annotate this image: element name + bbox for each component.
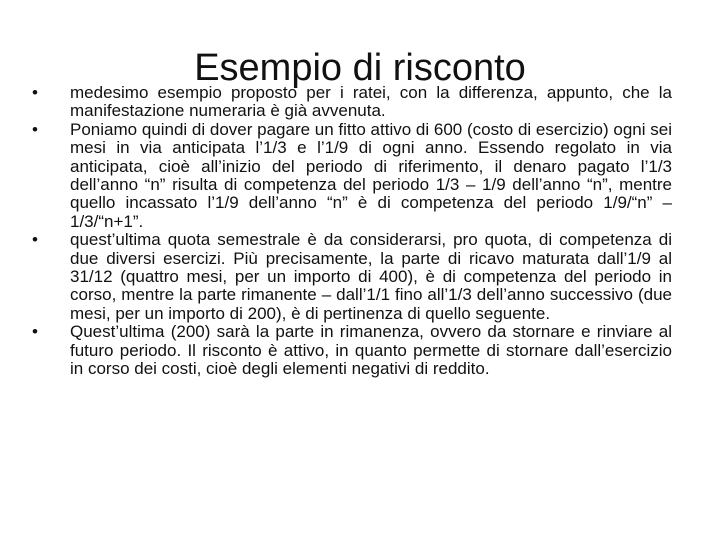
bullet-dot: • xyxy=(32,119,38,139)
bullet-dot: • xyxy=(32,322,38,342)
bullet-dot: • xyxy=(32,83,38,102)
bullet-text: medesimo esempio proposto per i ratei, con la differenza, appunto, che la manifestazione numeraria è già avvenuta. xyxy=(70,83,672,121)
bullet-dot: • xyxy=(32,230,38,250)
bullet-text: Quest’ultima (200) sarà la parte in rimanenza, ovvero da stornare e rinviare al futuro periodo. Il risconto è attivo, in quanto permette di stornare dall’esercizio in corso dei costi, cioè degli elementi negativi di reddito. xyxy=(70,322,672,379)
bullet-item xyxy=(32,121,672,231)
bullet-item xyxy=(32,84,672,121)
bullet-text: quest’ultima quota semestrale è da considerarsi, pro quota, di competenza di due diversi esercizi. Più precisamente, la parte di ricavo maturata dall’1/9 al 31/12 (quattro mesi, per un importo di 400), è di competenza del periodo in corso, mentre la parte rimanente – dall’1/1 fino all’1/3 dell’anno successivo (due mesi, per un importo di 200), è di pertinenza di quello seguente. xyxy=(70,230,672,323)
bullet-list xyxy=(32,84,672,379)
slide-title: Esempio di risconto xyxy=(194,47,526,90)
bullet-text: Poniamo quindi di dover pagare un fitto attivo di 600 (costo di esercizio) ogni sei mesi in via anticipata l’1/3 e l’1/9 di ogni anno. Essendo regolato in via anticipata, cioè all’inizio del periodo di riferimento, il denaro pagato l’1/3 dell’anno “n” risulta di competenza del periodo 1/3 – 1/9 dell’anno “n”, mentre quello incassato l’1/9 dell’anno “n” è di competenza del periodo 1/9/“n” – 1/3/“n+1”. xyxy=(70,119,672,231)
bullet-item xyxy=(32,231,672,323)
bullet-item xyxy=(32,323,672,378)
